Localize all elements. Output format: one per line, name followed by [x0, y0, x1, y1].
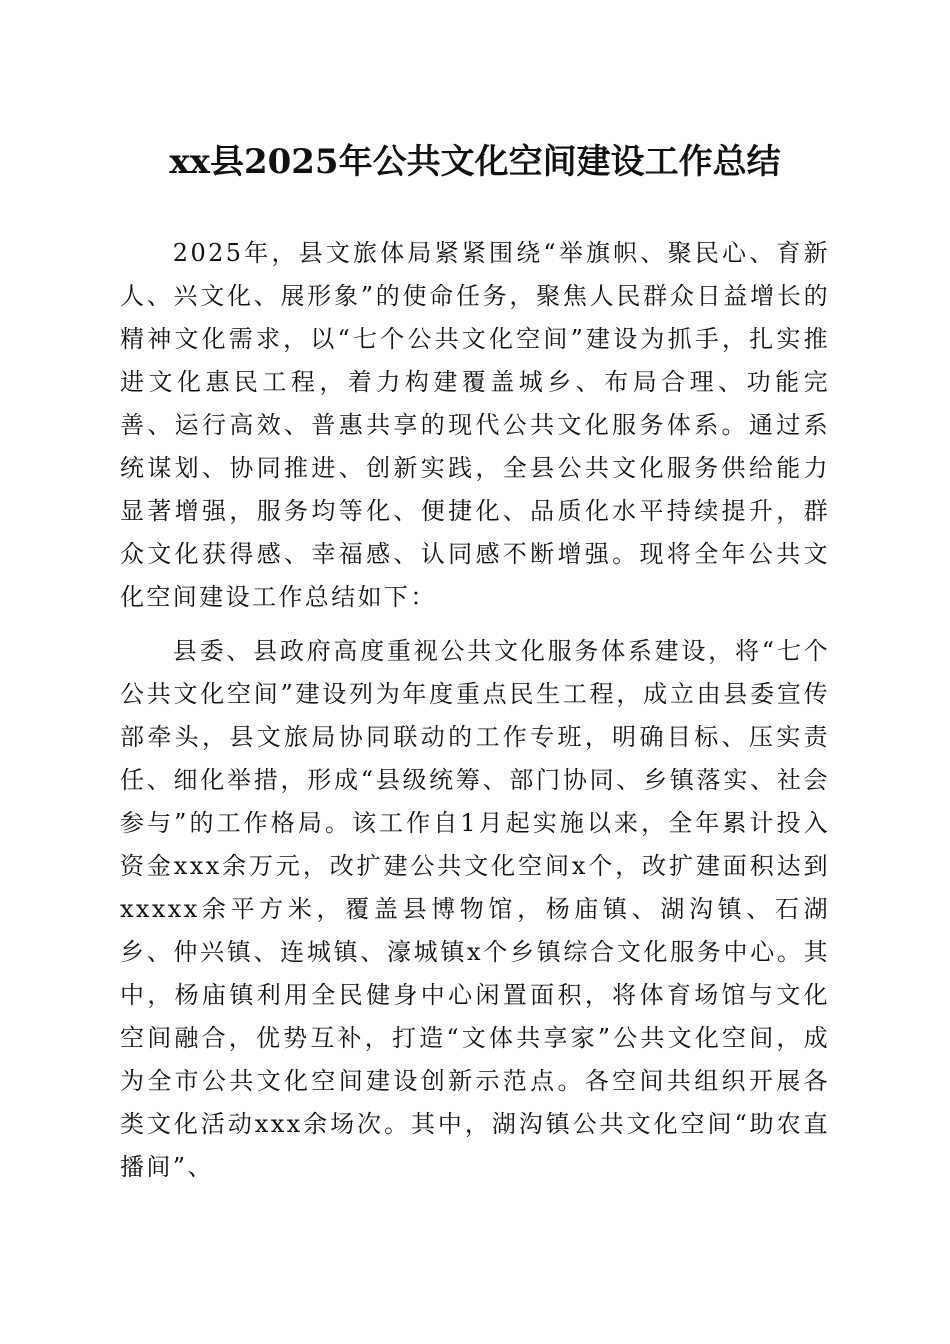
body-paragraph: 2025年，县文旅体局紧紧围绕“举旗帜、聚民心、育新人、兴文化、展形象”的使命任务，聚焦人民群众日益增长的精神文化需求，以“七个公共文化空间”建设为抓手，扎实推进文化惠民工程，着力构建覆盖城乡、布局合理、功能完善、运行高效、普惠共享的现代公共文化服务体系。通过系统谋划、协同推进、创新实践，全县公共文化服务供给能力显著增强，服务均等化、便捷化、品质化水平持续提升，群众文化获得感、幸福感、认同感不断增强。现将全年公共文化空间建设工作总结如下： — [120, 239, 830, 611]
paragraph-block-2 — [120, 630, 830, 1189]
body-paragraph: 县委、县政府高度重视公共文化服务体系建设，将“七个公共文化空间”建设列为年度重点民生工程，成立由县委宣传部牵头，县文旅局协同联动的工作专班，明确目标、压实责任、细化举措，形成“县级统筹、部门协同、乡镇落实、社会参与”的工作格局。该工作自1月起实施以来，全年累计投入资金xxx余万元，改扩建公共文化空间x个，改扩建面积达到xxxxx余平方米，覆盖县博物馆，杨庙镇、湖沟镇、石湖乡、仲兴镇、连城镇、濠城镇x个乡镇综合文化服务中心。其中，杨庙镇利用全民健身中心闲置面积，将体育场馆与文化空间融合，优势互补，打造“文体共享家”公共文化空间，成为全市公共文化空间建设创新示范点。各空间共组织开展各类文化活动xxx余场次。其中，湖沟镇公共文化空间“助农直播间”、 — [120, 637, 830, 1181]
document-title: xx县2025年公共文化空间建设工作总结 — [169, 142, 781, 182]
paragraph-block-1 — [120, 232, 830, 619]
